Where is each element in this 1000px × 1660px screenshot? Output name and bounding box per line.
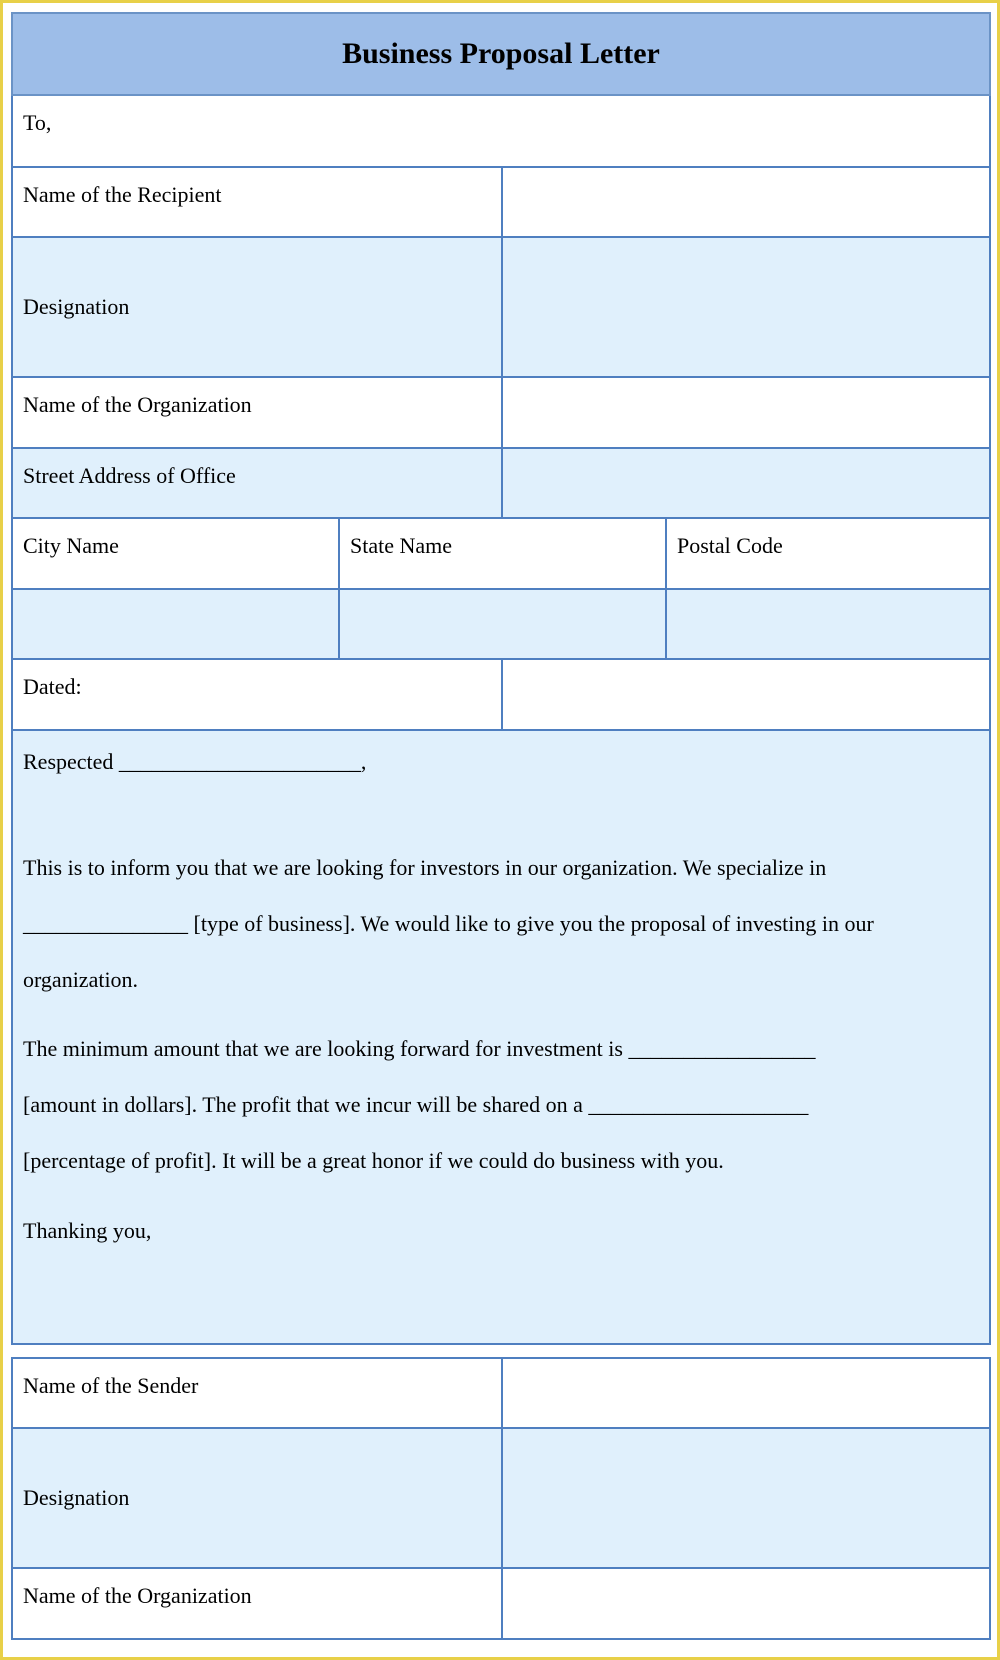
recipient-name-label: Name of the Recipient (23, 182, 222, 207)
paragraph1-line2: _______________ [type of business]. We would like to give you the proposal of investing in our (23, 911, 874, 936)
recipient-name-row (13, 168, 989, 238)
sender-designation-field[interactable] (503, 1429, 989, 1567)
paragraph2-line2: [amount in dollars]. The profit that we incur will be shared on a ____________________ (23, 1092, 809, 1117)
sender-name-field[interactable] (503, 1359, 989, 1427)
recipient-name-label-cell (13, 168, 503, 236)
postal-field[interactable] (667, 590, 989, 658)
page-title (11, 12, 991, 96)
letter-body (11, 731, 991, 1345)
title-text: Business Proposal Letter (342, 37, 660, 70)
recipient-organization-field[interactable] (503, 378, 989, 447)
sender-organization-label: Name of the Organization (23, 1583, 252, 1608)
recipient-organization-label: Name of the Organization (23, 392, 252, 417)
recipient-section (11, 96, 991, 731)
sender-organization-row (13, 1569, 989, 1640)
paragraph2-line3: [percentage of profit]. It will be a great honor if we could do business with you. (23, 1148, 724, 1173)
recipient-organization-row (13, 378, 989, 449)
street-address-label-cell (13, 449, 503, 517)
sender-organization-field[interactable] (503, 1569, 989, 1638)
state-field[interactable] (340, 590, 667, 658)
street-address-field[interactable] (503, 449, 989, 517)
sender-designation-label: Designation (23, 1485, 130, 1510)
recipient-organization-label-cell (13, 378, 503, 447)
salutation: Respected ______________________, (23, 749, 367, 774)
dated-row (13, 660, 989, 731)
sender-designation-row (13, 1429, 989, 1569)
to-row (13, 96, 989, 168)
sender-name-row (13, 1357, 989, 1429)
dated-label: Dated: (23, 674, 82, 699)
sender-section (11, 1357, 991, 1640)
state-label-cell (340, 519, 667, 588)
sender-name-label-cell (13, 1359, 503, 1427)
dated-label-cell (13, 660, 503, 729)
state-label: State Name (350, 533, 453, 558)
location-labels-row (13, 519, 989, 590)
postal-label: Postal Code (677, 533, 783, 558)
recipient-name-field[interactable] (503, 168, 989, 236)
paragraph2-line1: The minimum amount that we are looking forward for investment is _________________ (23, 1036, 816, 1061)
dated-field[interactable] (503, 660, 989, 729)
city-label-cell (13, 519, 340, 588)
recipient-designation-field[interactable] (503, 238, 989, 376)
postal-label-cell (667, 519, 989, 588)
city-field[interactable] (13, 590, 340, 658)
to-label: To, (23, 110, 52, 135)
sender-designation-label-cell (13, 1429, 503, 1567)
street-address-label: Street Address of Office (23, 463, 236, 488)
recipient-designation-label: Designation (23, 294, 130, 319)
recipient-designation-row (13, 238, 989, 378)
closing: Thanking you, (23, 1218, 152, 1243)
street-address-row (13, 449, 989, 519)
location-fields-row (13, 590, 989, 660)
paragraph1-line1: This is to inform you that we are looking for investors in our organization. We specialize in (23, 855, 827, 880)
recipient-designation-label-cell (13, 238, 503, 376)
paragraph1-line3: organization. (23, 967, 139, 992)
sender-organization-label-cell (13, 1569, 503, 1638)
city-label: City Name (23, 533, 119, 558)
sender-name-label: Name of the Sender (23, 1373, 199, 1398)
